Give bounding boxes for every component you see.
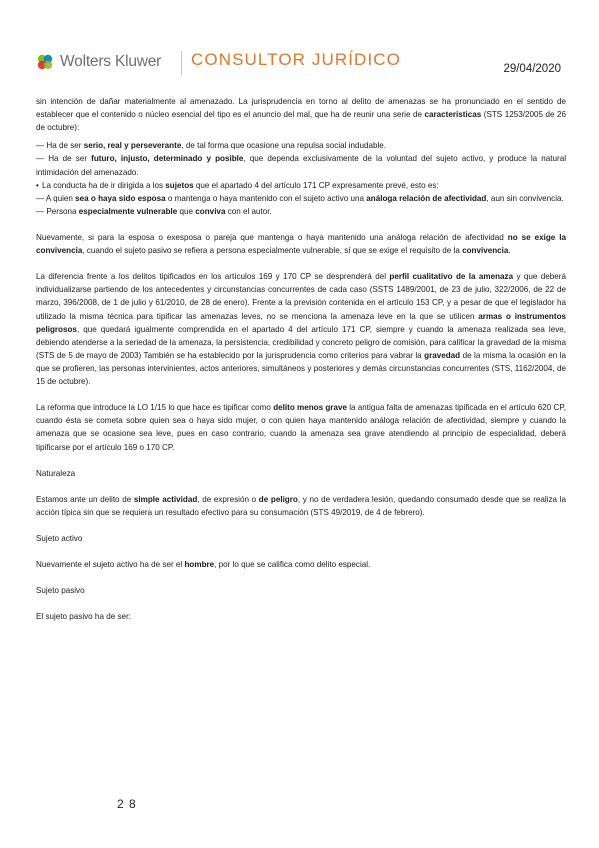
dash-item: — Ha de ser serio, real y perseverante, de tal forma que ocasione una repulsa social indudable. xyxy=(36,141,387,151)
paragraph: La reforma que introduce la LO 1/15 lo que hace es tipificar como delito menos grave la antigua falta de amenazas tipificada en el artículo 620 CP, cuando ésta se cometa sobre quien sea o haya sido mujer, o con quien haya mantenido análoga relación de afectividad, siempre y cuando la amenaza que se ocasione sea leve, pues en caso contrario, cuando la amenaza sea grave atendiendo al principio de especialidad, deberá tipificarse por el artículo 169 o 170 CP. xyxy=(36,403,567,452)
header-divider xyxy=(181,51,182,75)
dash-item: — Ha de ser futuro, injusto, determinado y posible, que dependa exclusivamente de la voluntad del sujeto activo, y produce la natural intimidación del amenazado. xyxy=(36,154,566,177)
section-heading: Sujeto pasivo xyxy=(36,586,85,596)
document-date: 29/04/2020 xyxy=(503,63,561,75)
bullet-item: • La conducta ha de ir dirigida a los sujetos que el apartado 4 del artículo 171 CP expresamente prevé, esto es: xyxy=(36,179,566,192)
wolters-kluwer-logo-icon xyxy=(36,53,54,71)
brand-name: Wolters Kluwer xyxy=(60,53,162,70)
paragraph: El sujeto pasivo ha de ser: xyxy=(36,612,131,622)
product-name: CONSULTOR JURÍDICO xyxy=(191,50,401,69)
paragraph: Nuevamente el sujeto activo ha de ser el hombre, por lo que se califica como delito especial. xyxy=(36,560,371,570)
section-heading: Sujeto activo xyxy=(36,533,83,543)
document-body xyxy=(36,95,566,623)
dash-item: — A quien sea o haya sido esposa o mantenga o haya mantenido con el sujeto activo una análoga relación de afectividad, aun sin convivencia. xyxy=(36,193,564,203)
paragraph: Estamos ante un delito de simple actividad, de expresión o de peligro, y no de verdadera lesión, quedando consumado desde que se realiza la acción típica sin que se requiera un resultado efectivo para su consumación (STS 49/2019, de 4 de febrero). xyxy=(36,494,566,517)
paragraph: La diferencia frente a los delitos tipificados en los artículos 169 y 170 CP se desprenderá del perfil cualitativo de la amenaza y que deberá individualizarse partiendo de los antecedentes y circunstancias concurrentes de cada caso (SSTS 1489/2001, de 23 de julio, 322/2006, de 22 de marzo, 396/2008, de 1 de julio y 61/2010, de 28 de enero). Frente a la previsión contenida en el artículo 153 CP, y a pesar de que el legislador ha utilizado la misma técnica para tipificar las amenazas leves, no se menciona la amenaza leve en la que se utilicen armas o instrumentos peligrosos, que quedará igualmente comprendida en el apartado 4 del artículo 171 CP, siempre y cuando la amenaza realizada sea leve, debiendo atenderse a la seriedad de la amenaza, la persistencia, credibilidad y concreto peligro de comisión, para calificar la gravedad de la misma (STS de 5 de mayo de 2003) También se ha establecido por la jurisprudencia como criterios para vabrar la gravedad de la misma la ocasión en la que se profieren, las personas intervinientes, actos anteriores, simultáneos y posteriores y demás circunstancias concurrentes (STS, 1162/2004, de 15 de octubre). xyxy=(36,272,567,387)
bullet-icon: • xyxy=(36,180,39,190)
section-heading: Naturaleza xyxy=(36,468,76,478)
dash-item: — Persona especialmente vulnerable que conviva con el autor. xyxy=(36,206,272,216)
paragraph: sin intención de dañar materialmente al amenazado. La jurisprudencia en torno al delito de amenazas se ha pronunciado en el sentido de establecer que el contenido o núcleo esencial del tipo es el anuncio del mal, que ha de reunir una serie de características (STS 1253/2005 de 26 de octubre): xyxy=(36,97,566,133)
page-header xyxy=(0,0,599,90)
paragraph: Nuevamente, si para la esposa o exesposa o pareja que mantenga o haya mantenido una análoga relación de afectividad no se exige la convivencia, cuando el sujeto pasivo se refiera a persona especialmente vulnerable, sí que se exige el requisito de la convivencia. xyxy=(36,232,566,256)
page-number: 2 8 xyxy=(117,797,137,811)
